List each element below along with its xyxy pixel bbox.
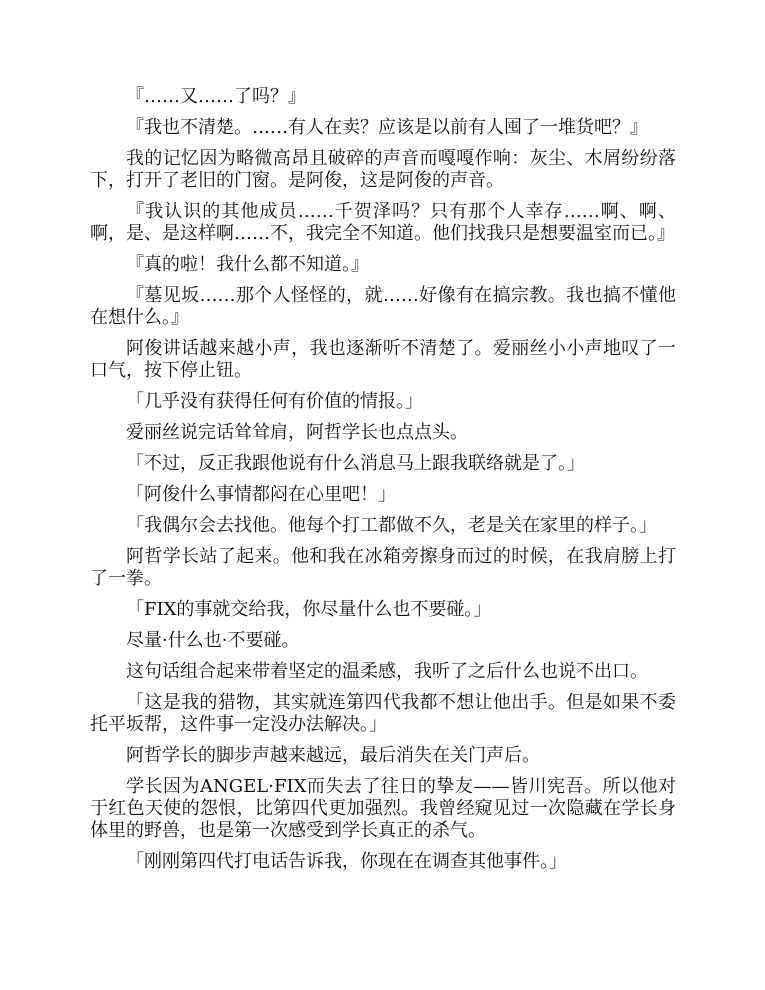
paragraph: 『……又……了吗？』 [126,86,306,107]
paragraph: 『我认识的其他成员……千贺泽吗？只有那个人幸存……啊、啊、啊，是、是这样啊……不，我完全不知道。他们找我只是想要温室而已。』 [90,201,676,244]
paragraph: 『真的啦！我什么都不知道。』 [126,254,369,275]
paragraph: 这句话组合起来带着坚定的温柔感，我听了之后什么也说不出口。 [126,661,648,682]
paragraph: 爱丽丝说完话耸耸肩，阿哲学长也点点头。 [126,422,468,443]
paragraph: 阿哲学长的脚步声越来越远，最后消失在关门声后。 [126,745,540,766]
paragraph: 「FIX的事就交给我，你尽量什么也不要碰。」 [126,599,492,620]
paragraph: 「几乎没有获得任何有价值的情报。」 [126,391,423,412]
document-page [90,86,676,882]
paragraph: 阿俊讲话越来越小声，我也逐渐听不清楚了。爱丽丝小小声地叹了一口气，按下停止钮。 [90,338,676,381]
paragraph: 阿哲学长站了起来。他和我在冰箱旁擦身而过的时候，在我肩膀上打了一拳。 [90,546,676,589]
paragraph: 「我偶尔会去找他。他每个打工都做不久，老是关在家里的样子。」 [126,515,657,536]
paragraph: 尽量·什么也·不要碰。 [126,630,300,651]
paragraph: 「不过，反正我跟他说有什么消息马上跟我联络就是了。」 [126,453,585,474]
paragraph: 学长因为ANGEL·FIX而失去了往日的挚友——皆川宪吾。所以他对于红色天使的怨恨，比第四代更加强烈。我曾经窥见过一次隐藏在学长身体里的野兽，也是第一次感受到学长真正的杀气。 [90,776,676,841]
paragraph: 『我也不清楚。……有人在卖？应该是以前有人囤了一堆货吧？』 [126,117,648,138]
paragraph: 「这是我的猎物，其实就连第四代我都不想让他出手。但是如果不委托平坂帮，这件事一定没办法解决。」 [90,692,676,735]
paragraph: 『墓见坂……那个人怪怪的，就……好像有在搞宗教。我也搞不懂他在想什么。』 [90,285,676,328]
paragraph: 「阿俊什么事情都闷在心里吧！」 [126,484,396,505]
paragraph: 我的记忆因为略微高昂且破碎的声音而嘎嘎作响：灰尘、木屑纷纷落下，打开了老旧的门窗。是阿俊，这是阿俊的声音。 [90,148,676,191]
paragraph: 「刚刚第四代打电话告诉我，你现在在调查其他事件。」 [126,851,567,872]
